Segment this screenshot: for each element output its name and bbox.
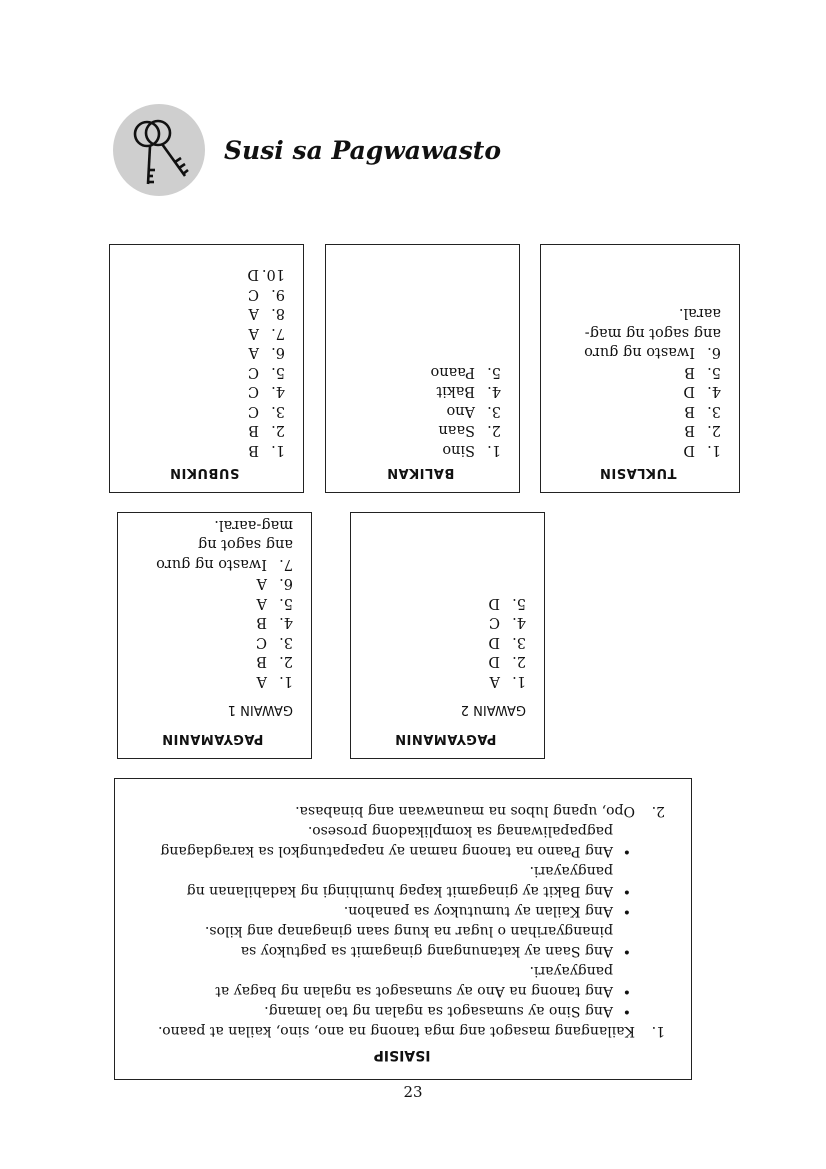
bullet-text: Ang Paano na tanong naman ay napapatungkol sa karagdagang pagpapaliwanag sa komplikadong proseso. xyxy=(160,823,613,859)
answer-number: 6. xyxy=(271,344,285,361)
gawain-subtitle: GAWAIN 2 xyxy=(460,702,526,717)
answer-number: 2. xyxy=(271,422,285,439)
pagyamanin-gawain2-box xyxy=(350,512,545,759)
answer-value: A xyxy=(256,673,267,689)
page-title: Susi sa Pagwawasto xyxy=(224,136,502,165)
answer-number: 3. xyxy=(487,403,501,419)
answer-value: Iwasto ng guro xyxy=(156,556,267,572)
bullet-text: Ang Saan ay katanungang ginagamit sa pagtukoy sa pinangyarihan o lugar na kung saan ginaganap ang kilos. xyxy=(204,923,613,959)
tuklasin-box xyxy=(540,244,740,493)
bullet-icon: • xyxy=(622,1003,631,1019)
answer-continuation: ang sagot ng xyxy=(197,536,293,553)
answer-value: A xyxy=(248,344,259,361)
page-number: 23 xyxy=(403,1083,423,1101)
answer-value: A xyxy=(489,673,500,689)
bullet-text: Ang Kailan ay tumutukoy sa panahon. xyxy=(343,903,613,919)
answer-number: 4. xyxy=(279,614,293,631)
answer-value: C xyxy=(255,634,267,650)
answer-value: D xyxy=(683,383,695,400)
answer-number: 10. xyxy=(261,266,285,283)
bullet-text: Ang Sino ay sumasagot sa ngalan ng tao lamang. xyxy=(264,1003,613,1019)
isaisip-item-text: Kailangang masagot ang mga tanong na ano, sino, kailan at paano. xyxy=(158,1023,635,1039)
answer-continuation: mag-aaral. xyxy=(214,517,293,533)
subukin-title: SUBUKIN xyxy=(169,465,240,480)
subukin-box xyxy=(109,244,304,493)
answer-number: 2. xyxy=(279,653,293,670)
gawain-subtitle: GAWAIN 1 xyxy=(227,702,293,717)
answer-number: 5. xyxy=(279,595,293,611)
answer-value: A xyxy=(248,305,259,322)
pagyamanin-gawain1-box xyxy=(117,512,312,759)
answer-number: 1. xyxy=(707,442,721,458)
answer-value: Ano xyxy=(446,403,475,419)
answer-value: D xyxy=(683,442,695,458)
answer-value: Iwasto ng guro xyxy=(584,344,695,361)
answer-value: D xyxy=(488,595,500,611)
item-number: 1. xyxy=(651,1023,665,1039)
answer-number: 3. xyxy=(279,634,293,650)
answer-number: 6. xyxy=(279,575,293,592)
answer-value: B xyxy=(684,364,695,380)
answer-number: 3. xyxy=(512,634,526,650)
bullet-text: Ang Bakit ay ginagamit kapag humihingi ng kadahilanan ng pangyayari. xyxy=(186,863,613,899)
answer-value: Saan xyxy=(438,422,475,439)
answer-number: 6. xyxy=(707,344,721,361)
bullet-icon: • xyxy=(622,983,631,999)
answer-number: 2. xyxy=(487,422,501,439)
pagyamanin-title: PAGYAMANIN xyxy=(161,731,264,746)
answer-number: 3. xyxy=(271,403,285,419)
answer-value: Paano xyxy=(430,364,475,380)
answer-value: C xyxy=(247,383,259,400)
answer-number: 5. xyxy=(271,364,285,380)
answer-value: B xyxy=(256,614,267,631)
answer-number: 1. xyxy=(487,442,501,458)
answer-number: 1. xyxy=(271,442,285,458)
answer-value: C xyxy=(247,403,259,419)
answer-number: 2. xyxy=(707,422,721,439)
answer-value: A xyxy=(248,325,259,341)
bullet-icon: • xyxy=(622,903,631,919)
keys-icon xyxy=(113,104,205,196)
isaisip-box xyxy=(114,778,692,1080)
bullet-text: Ang tanong na Ano ay sumasagot sa ngalan ng bagay at pangyayari. xyxy=(215,963,613,999)
answer-value: A xyxy=(256,595,267,611)
answer-number: 5. xyxy=(707,364,721,380)
answer-value: Sino xyxy=(442,442,475,458)
answer-value: C xyxy=(488,614,500,631)
answer-continuation: aaral. xyxy=(678,305,721,322)
pagyamanin-title: PAGYAMANIN xyxy=(394,731,497,746)
answer-value: B xyxy=(684,403,695,419)
answer-value: C xyxy=(247,364,259,380)
answer-number: 4. xyxy=(512,614,526,631)
answer-number: 9. xyxy=(271,286,285,302)
answer-number: 7. xyxy=(271,325,285,341)
answer-value: D xyxy=(488,634,500,650)
bullet-icon: • xyxy=(622,943,631,959)
isaisip-title: ISAISIP xyxy=(373,1047,431,1063)
answer-value: D xyxy=(488,653,500,670)
answer-value: B xyxy=(256,653,267,670)
answer-value: B xyxy=(684,422,695,439)
answer-number: 5. xyxy=(487,364,501,380)
answer-number: 1. xyxy=(512,673,526,689)
isaisip-item-text: Opo, upang lubos na maunawaan ang binabasa. xyxy=(295,803,635,819)
answer-value: D xyxy=(247,266,259,283)
answer-number: 4. xyxy=(271,383,285,400)
balikan-box xyxy=(325,244,520,493)
answer-number: 1. xyxy=(279,673,293,689)
answer-number: 8. xyxy=(271,305,285,322)
answer-value: B xyxy=(248,422,259,439)
bullet-icon: • xyxy=(622,843,631,859)
answer-number: 3. xyxy=(707,403,721,419)
answer-value: A xyxy=(256,575,267,592)
bullet-icon: • xyxy=(622,883,631,899)
item-number: 2. xyxy=(651,803,665,819)
answer-number: 4. xyxy=(707,383,721,400)
answer-number: 4. xyxy=(487,383,501,400)
answer-value: B xyxy=(248,442,259,458)
answer-value: Bakit xyxy=(436,383,475,400)
answer-number: 7. xyxy=(279,556,293,572)
answer-value: C xyxy=(247,286,259,302)
balikan-title: BALIKAN xyxy=(386,465,455,480)
answer-number: 5. xyxy=(512,595,526,611)
answer-continuation: ang sagot ng mag- xyxy=(584,325,721,341)
answer-number: 2. xyxy=(512,653,526,670)
tuklasin-title: TUKLASIN xyxy=(599,465,677,480)
